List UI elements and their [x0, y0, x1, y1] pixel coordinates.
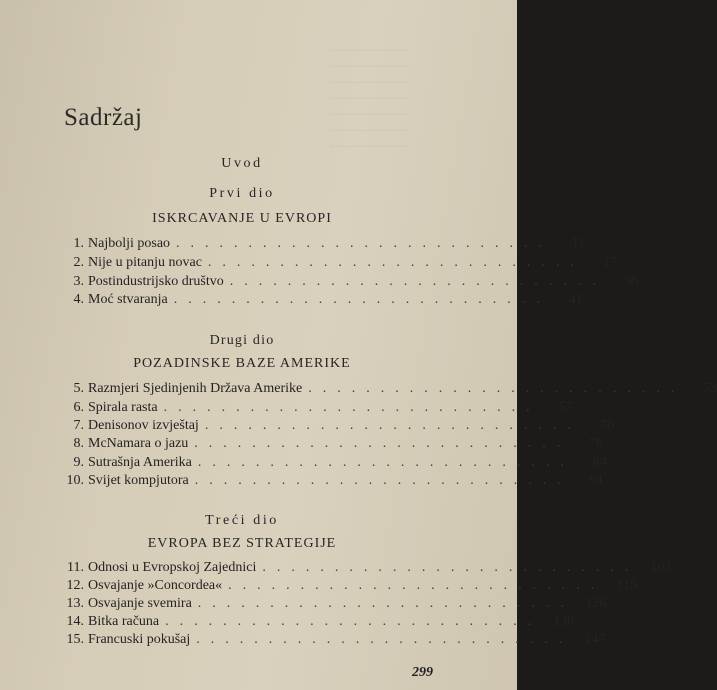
toc-entry: [62, 255, 617, 275]
entry-number: 8.: [73, 436, 84, 451]
entry-page: 84: [592, 455, 607, 470]
entry-title: Spirala rasta: [88, 400, 158, 415]
entry-number: 4.: [73, 292, 84, 307]
leader-dots: ..........................: [197, 596, 575, 611]
entry-page: 17: [602, 255, 617, 270]
leader-dots: ..........................: [194, 473, 572, 488]
entry-title: Nije u pitanju novac: [88, 255, 202, 270]
leader-dots: ..........................: [197, 455, 575, 470]
toc-entry: [62, 596, 607, 616]
entry-title: McNamara o jazu: [88, 436, 189, 451]
entry-page: 91: [589, 473, 604, 488]
leader-dots: ..........................: [176, 236, 554, 251]
entry-number: 14.: [66, 614, 84, 629]
contents-title: Sadržaj: [64, 104, 143, 131]
toc-entry: [62, 578, 638, 598]
entry-page: 103: [650, 560, 672, 575]
entry-number: 13.: [66, 596, 84, 611]
toc-entry: [62, 400, 573, 420]
leader-dots: ..........................: [165, 614, 543, 629]
toc-entry: [62, 560, 672, 580]
entry-page: 147: [584, 632, 606, 647]
show-through-text: ............................ ............................ ............................ ............................ ............................ ............................ ............................: [330, 42, 407, 150]
leader-dots: ..........................: [229, 274, 607, 289]
entry-number: 3.: [73, 274, 84, 289]
entry-title: Postindustrijsko društvo: [88, 274, 224, 289]
entry-number: 6.: [73, 400, 84, 415]
entry-page: 126: [585, 596, 607, 611]
entry-number: 9.: [73, 455, 84, 470]
leader-dots: ..........................: [173, 292, 551, 307]
entry-title: Moć stvaranja: [88, 292, 168, 307]
toc-entry: [62, 436, 604, 456]
toc-entry: [62, 274, 639, 294]
toc-entry: [62, 455, 607, 475]
entry-page: 70: [599, 418, 614, 433]
toc-entry: [62, 473, 604, 493]
toc-entry: [62, 632, 606, 652]
entry-title: Bitka računa: [88, 614, 160, 629]
leader-dots: ..........................: [207, 255, 585, 270]
entry-page: 78: [589, 436, 604, 451]
page-number: 299: [412, 665, 433, 680]
entry-number: 10.: [66, 473, 84, 488]
intro-heading: Uvod: [221, 156, 263, 171]
entry-title: Osvajanje svemira: [88, 596, 192, 611]
part-3-label: Treći dio: [205, 513, 279, 528]
entry-page: 41: [568, 292, 583, 307]
entry-title: Odnosi u Evropskoj Zajednici: [88, 560, 257, 575]
entry-title: Razmjeri Sjedinjenih Država Amerike: [88, 381, 303, 396]
entry-page: 115: [616, 578, 638, 593]
entry-number: 5.: [73, 381, 84, 396]
leader-dots: ..........................: [196, 632, 574, 647]
part-2-heading: POZADINSKE BAZE AMERIKE: [133, 356, 351, 371]
toc-entry: [62, 418, 614, 438]
leader-dots: ..........................: [308, 381, 686, 396]
entry-page: 11: [571, 236, 586, 251]
entry-number: 2.: [73, 255, 84, 270]
entry-page: 57: [558, 400, 573, 415]
entry-number: 7.: [73, 418, 84, 433]
part-1-heading: ISKRCAVANJE U EVROPI: [152, 211, 332, 226]
leader-dots: ..........................: [228, 578, 606, 593]
leader-dots: ..........................: [194, 436, 572, 451]
entry-number: 1.: [73, 236, 84, 251]
entry-number: 11.: [67, 560, 84, 575]
toc-entry: [62, 292, 583, 312]
entry-number: 15.: [66, 632, 84, 647]
entry-title: Osvajanje »Concordea«: [88, 578, 223, 593]
entry-number: 12.: [66, 578, 84, 593]
entry-title: Francuski pokušaj: [88, 632, 191, 647]
leader-dots: ..........................: [204, 418, 582, 433]
part-1-label: Prvi dio: [209, 186, 275, 201]
entry-page: 53: [703, 381, 717, 396]
entry-title: Sutrašnja Amerika: [88, 455, 192, 470]
part-2-label: Drugi dio: [209, 333, 275, 348]
entry-title: Najbolji posao: [88, 236, 171, 251]
toc-entry: [62, 236, 586, 256]
entry-title: Denisonov izvještaj: [88, 418, 199, 433]
toc-entry: [62, 614, 575, 634]
leader-dots: ..........................: [163, 400, 541, 415]
leader-dots: ..........................: [262, 560, 640, 575]
entry-page: 36: [624, 274, 639, 289]
entry-page: 138: [553, 614, 575, 629]
part-3-heading: EVROPA BEZ STRATEGIJE: [147, 536, 337, 551]
toc-entry: [62, 381, 717, 401]
entry-title: Svijet kompjutora: [88, 473, 189, 488]
